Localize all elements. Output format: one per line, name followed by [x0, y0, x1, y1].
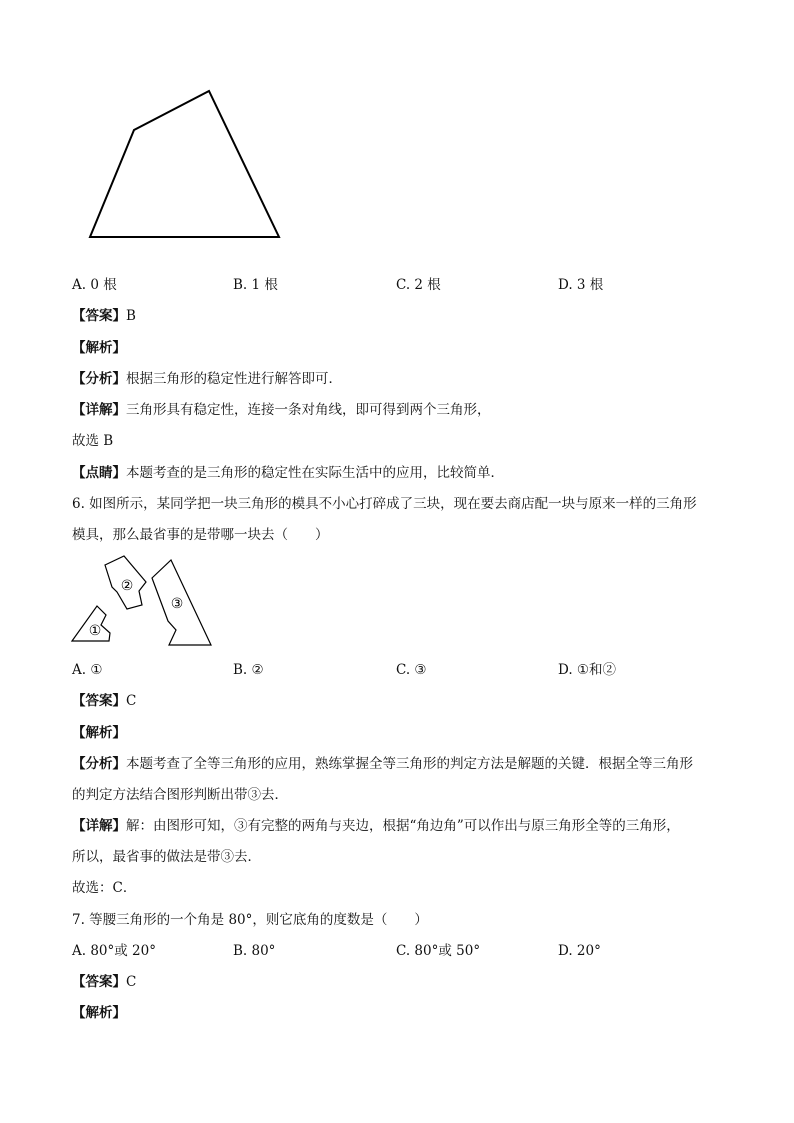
- answer-tag: 【答案】: [72, 974, 126, 990]
- answer-tag: 【答案】: [72, 308, 126, 324]
- q6-xiangjie-line-1: [72, 816, 680, 836]
- quadrilateral-figure: [80, 82, 290, 247]
- answer-tag: 【答案】: [72, 693, 126, 709]
- xiangjie-tag: 【详解】: [72, 402, 126, 418]
- q5-option-d: D. 3 根: [558, 277, 604, 293]
- q5-answer: [72, 306, 136, 326]
- q6-stem-line-1: 6. 如图所示，某同学把一块三角形的模具不小心打碎成了三块，现在要去商店配一块与原来一样的三角形: [72, 496, 697, 512]
- q6-option-d: D. ①和②: [558, 662, 617, 678]
- analysis-tag: 【解析】: [72, 340, 126, 356]
- q7-option-b: B. 80°: [233, 943, 276, 959]
- answer-value: C: [126, 693, 137, 709]
- analysis-tag: 【解析】: [72, 725, 126, 741]
- dianjing-text: 本题考查的是三角形的稳定性在实际生活中的应用，比较简单．: [126, 465, 504, 481]
- q5-option-a: A. 0 根: [72, 277, 117, 293]
- q6-choose: 故选：C．: [72, 880, 137, 896]
- q5-choose: 故选 B: [72, 433, 114, 449]
- xiangjie-text: 三角形具有稳定性，连接一条对角线，即可得到两个三角形，: [126, 402, 491, 418]
- q6-analysis-header: [72, 723, 126, 743]
- piece-3-label: ③: [170, 596, 184, 612]
- q7-analysis-header: [72, 1003, 126, 1023]
- fenxi-tag: 【分析】: [72, 371, 126, 387]
- xiangjie-tag: 【详解】: [72, 818, 126, 834]
- q7-option-c: C. 80°或 50°: [396, 943, 481, 959]
- broken-triangle-figure: [70, 553, 218, 649]
- analysis-tag: 【解析】: [72, 1005, 126, 1021]
- dianjing-tag: 【点睛】: [72, 465, 126, 481]
- q5-analysis-header: [72, 338, 126, 358]
- q6-xiangjie-line-2: 所以，最省事的做法是带③去．: [72, 849, 261, 865]
- fenxi-tag: 【分析】: [72, 756, 126, 772]
- answer-value: B: [126, 308, 136, 324]
- xiangjie-text: 解：由图形可知，③有完整的两角与夹边，根据“角边角”可以作出与原三角形全等的三角形，: [126, 818, 680, 834]
- q6-option-b: B. ②: [233, 662, 264, 678]
- fenxi-text: 本题考查了全等三角形的应用，熟练掌握全等三角形的判定方法是解题的关键．根据全等三角形: [126, 756, 693, 772]
- piece-1-label: ①: [88, 623, 102, 639]
- q6-option-a: A. ①: [72, 662, 103, 678]
- fenxi-text: 根据三角形的稳定性进行解答即可．: [126, 371, 342, 387]
- q7-option-d: D. 20°: [558, 943, 601, 959]
- piece-2-label: ②: [120, 578, 134, 594]
- q6-fenxi-line-2: 的判定方法结合图形判断出带③去．: [72, 787, 288, 803]
- q6-option-c: C. ③: [396, 662, 427, 678]
- q7-answer: [72, 972, 136, 992]
- q5-option-b: B. 1 根: [233, 277, 278, 293]
- q5-dianjing: [72, 463, 504, 483]
- q7-option-a: A. 80°或 20°: [72, 943, 156, 959]
- q7-stem: 7. 等腰三角形的一个角是 80°，则它底角的度数是（ ）: [72, 912, 428, 928]
- q5-xiangjie: [72, 400, 491, 420]
- q5-fenxi: [72, 369, 342, 389]
- quadrilateral-shape: [90, 91, 279, 237]
- q6-answer: [72, 691, 136, 711]
- q5-option-c: C. 2 根: [396, 277, 441, 293]
- q6-stem-line-2: 模具，那么最省事的是带哪一块去（ ）: [72, 527, 329, 543]
- answer-value: C: [126, 974, 137, 990]
- q6-fenxi-line-1: [72, 754, 693, 774]
